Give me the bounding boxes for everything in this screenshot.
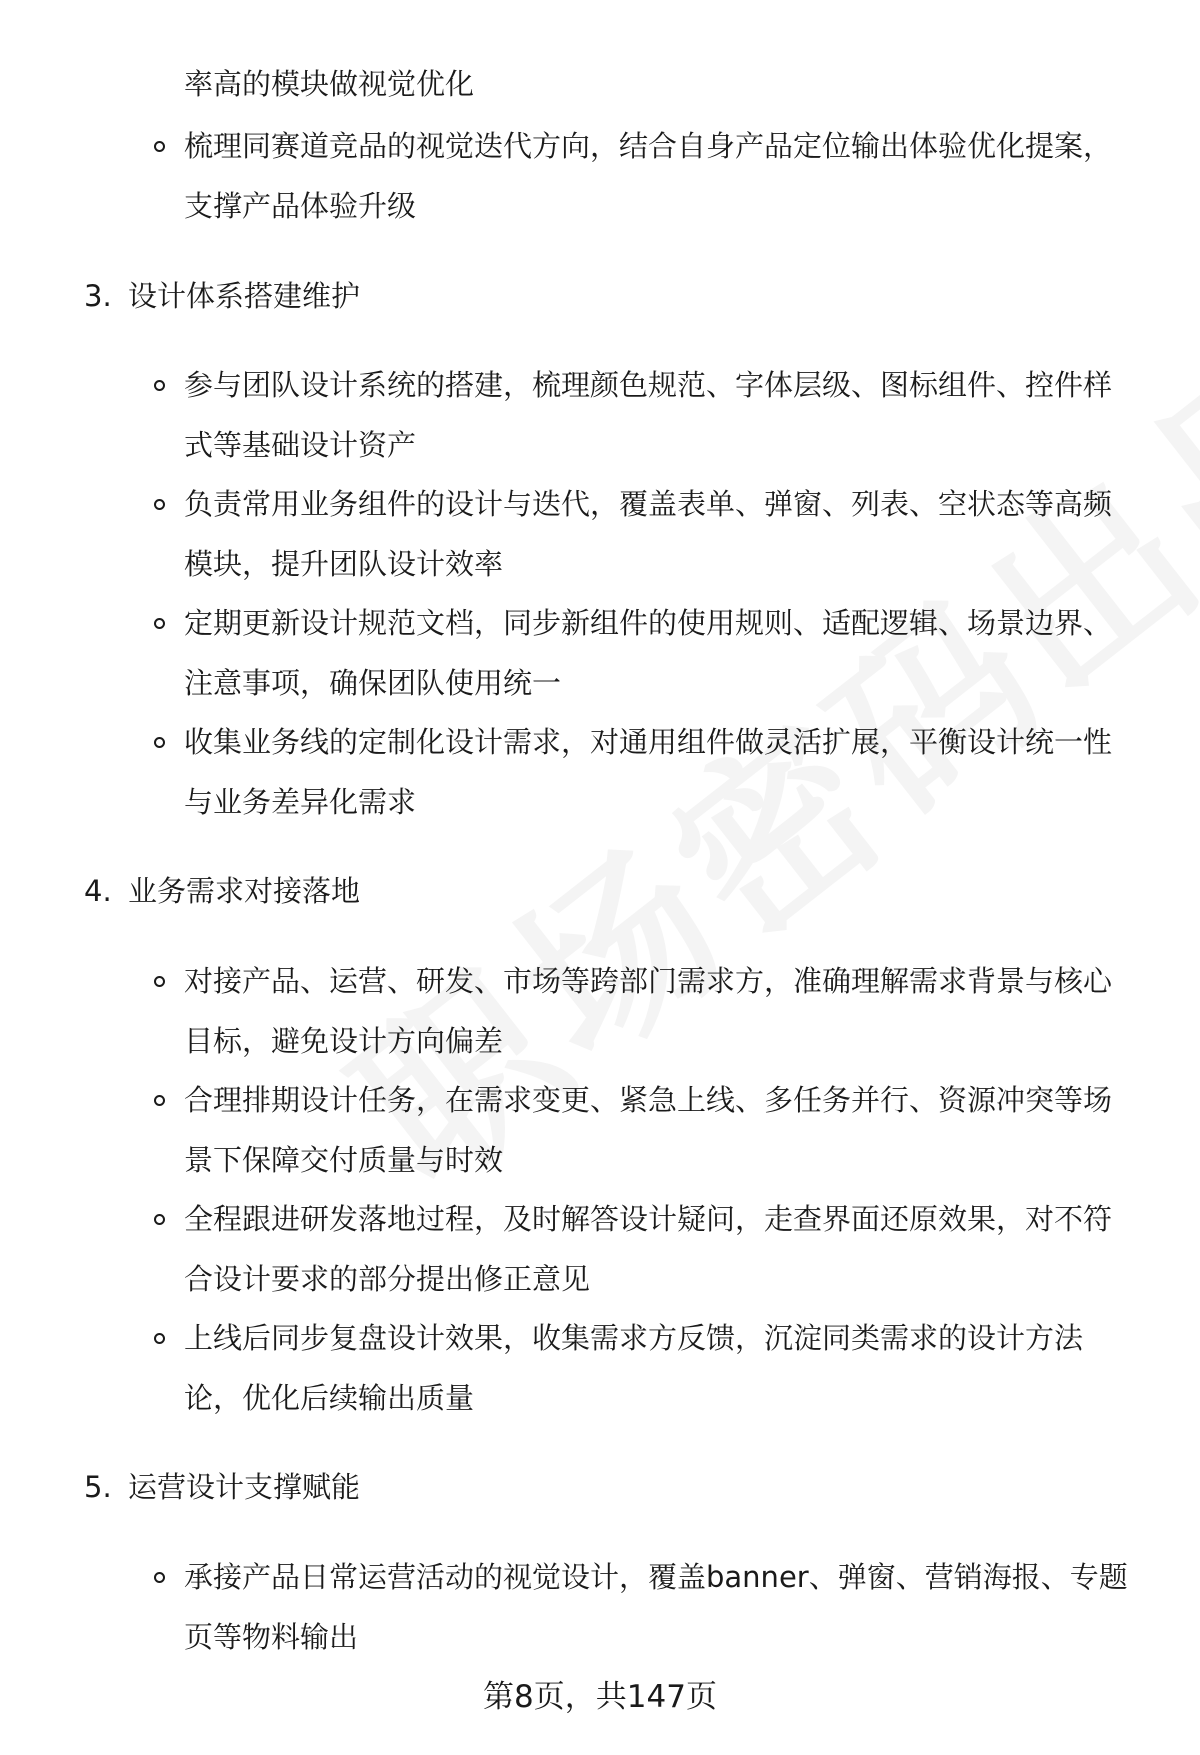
list-item-text: 目标，避免设计方向偏差 [184,1024,504,1058]
list-item-text: 全程跟进研发落地过程，及时解答设计疑问，走查界面还原效果，对不符 [184,1202,1113,1236]
list-item-text: 参与团队设计系统的搭建，梳理颜色规范、字体层级、图标组件、控件样 [184,368,1113,402]
list-item-text: 论，优化后续输出质量 [184,1381,475,1415]
bullet-icon [154,976,165,987]
list-item-text: 定期更新设计规范文档，同步新组件的使用规则、适配逻辑、场景边界、 [184,606,1113,640]
list-item-text: 负责常用业务组件的设计与迭代，覆盖表单、弹窗、列表、空状态等高频 [184,487,1113,521]
bullet-icon [154,737,165,748]
bullet-icon [154,618,165,629]
list-item-text: 收集业务线的定制化设计需求，对通用组件做灵活扩展，平衡设计统一性 [184,725,1113,759]
list-item-text: 景下保障交付质量与时效 [184,1143,504,1177]
bullet-icon [154,141,165,152]
bullet-icon [154,380,165,391]
section-number: 5. [84,1470,112,1504]
list-item-text: 梳理同赛道竞品的视觉迭代方向，结合自身产品定位输出体验优化提案， [184,129,1113,163]
list-item-text: 承接产品日常运营活动的视觉设计，覆盖banner、弹窗、营销海报、专题 [184,1560,1128,1594]
list-item-text: 对接产品、运营、研发、市场等跨部门需求方，准确理解需求背景与核心 [184,964,1113,998]
list-item-text: 合理排期设计任务，在需求变更、紧急上线、多任务并行、资源冲突等场 [184,1083,1113,1117]
section-title: 运营设计支撑赋能 [128,1470,361,1504]
bullet-icon [154,1572,165,1583]
page-footer: 第8页，共147页 [483,1679,717,1715]
list-item-text: 与业务差异化需求 [184,785,417,819]
list-item-text: 注意事项，确保团队使用统一 [184,666,562,700]
section-number: 3. [84,279,112,313]
section-title: 设计体系搭建维护 [128,279,361,313]
list-item-text: 支撑产品体验升级 [184,189,417,223]
bullet-icon [154,499,165,510]
continuation-text: 率高的模块做视觉优化 [184,67,475,101]
list-item-text: 上线后同步复盘设计效果，收集需求方反馈，沉淀同类需求的设计方法 [184,1321,1084,1355]
bullet-icon [154,1333,165,1344]
bullet-icon [154,1095,165,1106]
list-item-text: 页等物料输出 [184,1620,359,1654]
list-item-text: 模块，提升团队设计效率 [184,547,504,581]
bullet-icon [154,1214,165,1225]
list-item-text: 式等基础设计资产 [184,428,417,462]
section-title: 业务需求对接落地 [128,874,361,908]
section-number: 4. [84,874,112,908]
list-item-text: 合设计要求的部分提出修正意见 [184,1262,591,1296]
